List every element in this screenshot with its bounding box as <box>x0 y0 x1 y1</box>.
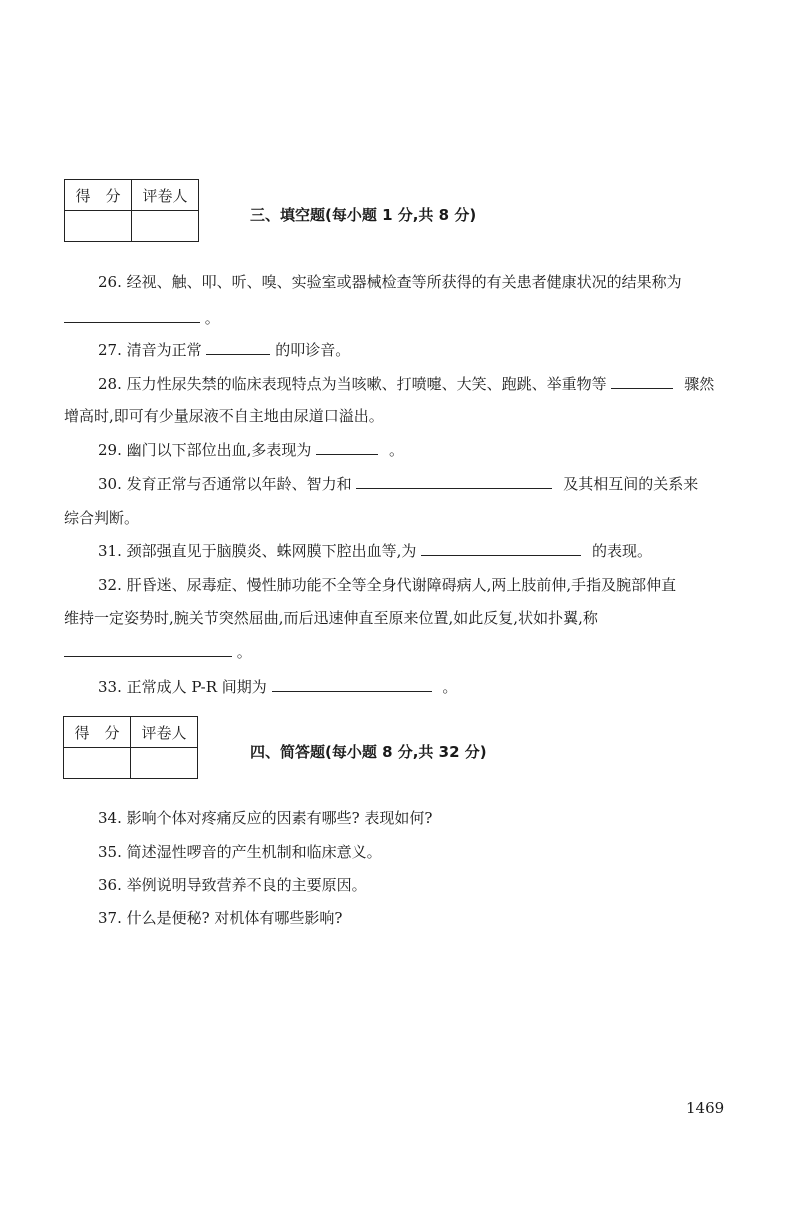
question-31-end: 的表现。 <box>591 542 652 560</box>
question-32-line1: 32. 肝昏迷、尿毒症、慢性肺功能不全等全身代谢障碍病人,两上肢前伸,手指及腕部伸直 <box>98 576 677 594</box>
question-31-text: 31. 颈部强直见于脑膜炎、蛛网膜下腔出血等,为 <box>98 542 417 560</box>
section3-title: 三、填空题(每小题 1 分,共 8 分) <box>250 206 477 224</box>
section4-title: 四、简答题(每小题 8 分,共 32 分) <box>250 743 487 761</box>
question-35: 35. 简述湿性啰音的产生机制和临床意义。 <box>98 843 382 861</box>
answer-blank-27[interactable] <box>206 340 270 355</box>
question-26-line1: 26. 经视、触、叩、听、嗅、实验室或器械检查等所获得的有关患者健康状况的结果称为 <box>98 273 682 291</box>
question-33 <box>98 676 457 697</box>
question-28-text: 28. 压力性尿失禁的临床表现特点为当咳嗽、打喷嚏、大笑、跑跳、举重物等 <box>98 375 607 393</box>
question-29-text: 29. 幽门以下部位出血,多表现为 <box>98 441 312 459</box>
question-27 <box>98 339 350 360</box>
question-29-end: 。 <box>388 441 404 459</box>
question-32-line3 <box>64 641 252 662</box>
question-28-text-b: 骤然 <box>684 375 715 393</box>
score-cell[interactable] <box>65 211 132 242</box>
question-26-line2 <box>64 307 220 328</box>
question-33-text: 33. 正常成人 P-R 间期为 <box>98 678 267 696</box>
question-32-end: 。 <box>236 643 252 661</box>
question-30-text: 30. 发育正常与否通常以年龄、智力和 <box>98 475 352 493</box>
question-31 <box>98 540 652 561</box>
score-table-section4 <box>63 716 198 779</box>
question-26-end: 。 <box>204 309 220 327</box>
question-37: 37. 什么是便秘? 对机体有哪些影响? <box>98 909 343 927</box>
score-cell[interactable] <box>64 748 131 779</box>
score-header: 得 分 <box>64 717 131 748</box>
question-32-line2: 维持一定姿势时,腕关节突然屈曲,而后迅速伸直至原来位置,如此反复,状如扑翼,称 <box>64 609 598 627</box>
answer-blank-32[interactable] <box>64 642 232 657</box>
answer-blank-33[interactable] <box>272 677 432 692</box>
grader-cell[interactable] <box>131 748 198 779</box>
question-30-line1 <box>98 473 698 494</box>
grader-header: 评卷人 <box>131 717 198 748</box>
question-33-end: 。 <box>442 678 458 696</box>
question-30-text-b: 及其相互间的关系来 <box>563 475 699 493</box>
question-27-text: 27. 清音为正常 <box>98 341 202 359</box>
question-36: 36. 举例说明导致营养不良的主要原因。 <box>98 876 367 894</box>
answer-blank-26[interactable] <box>64 308 200 323</box>
score-header: 得 分 <box>65 180 132 211</box>
grader-header: 评卷人 <box>132 180 199 211</box>
score-table-section3 <box>64 179 199 242</box>
answer-blank-30[interactable] <box>356 474 552 489</box>
grader-cell[interactable] <box>132 211 199 242</box>
question-30-line2: 综合判断。 <box>64 509 140 527</box>
answer-blank-28[interactable] <box>611 374 673 389</box>
answer-blank-31[interactable] <box>421 541 581 556</box>
question-29 <box>98 439 404 460</box>
question-28-line2: 增高时,即可有少量尿液不自主地由尿道口溢出。 <box>64 407 384 425</box>
question-27-end: 的叩诊音。 <box>275 341 351 359</box>
question-28-line1 <box>98 373 714 394</box>
answer-blank-29[interactable] <box>316 440 378 455</box>
question-34: 34. 影响个体对疼痛反应的因素有哪些? 表现如何? <box>98 809 433 827</box>
page-number: 1469 <box>686 1099 725 1117</box>
